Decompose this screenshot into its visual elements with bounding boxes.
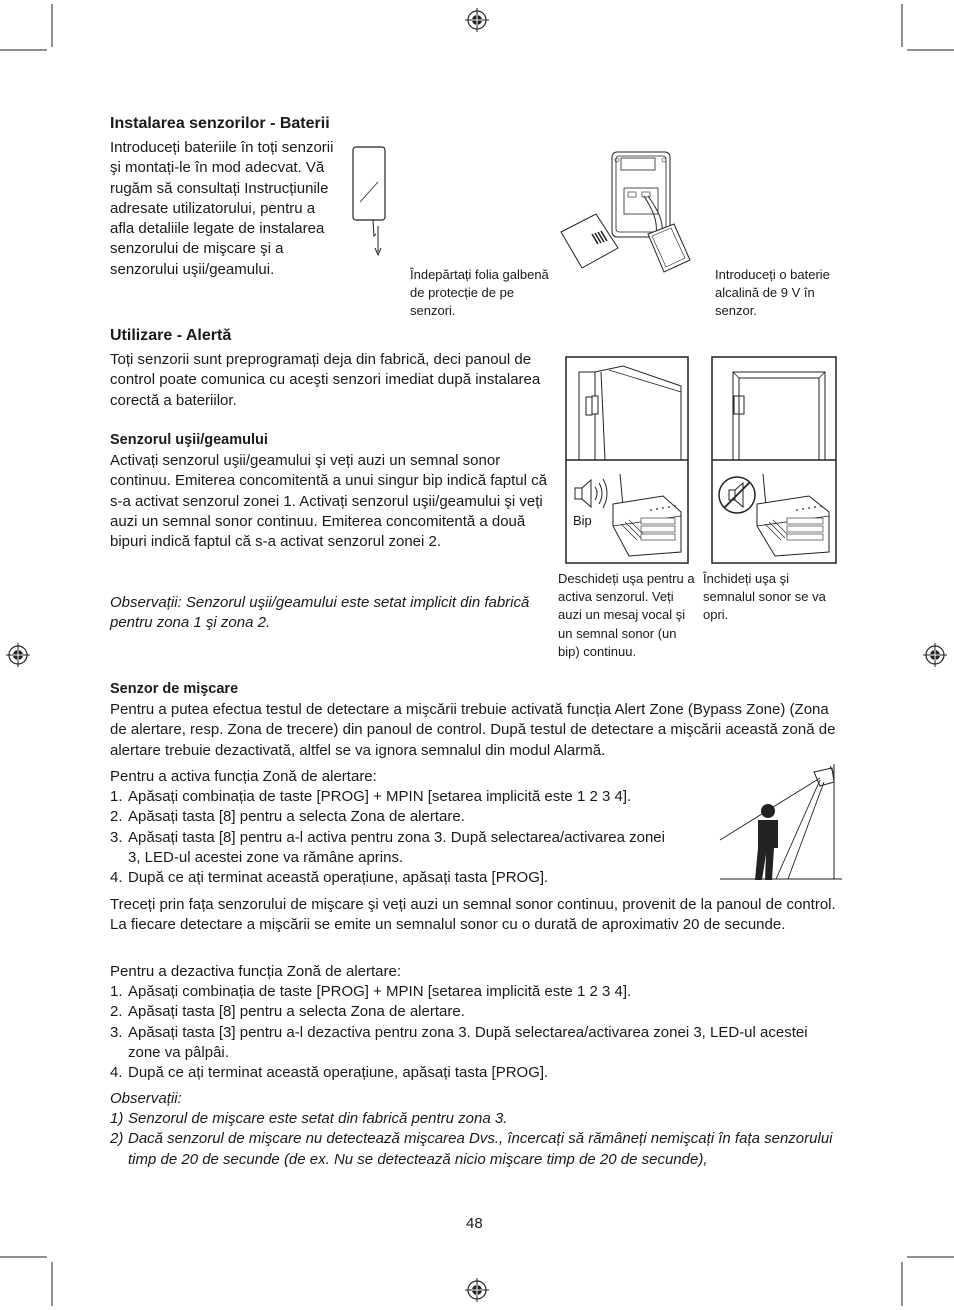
deactivate-title: Pentru a dezactiva funcția Zonă de alertare: (110, 963, 402, 980)
door-sensor-text: Activați senzorul uşii/geamului şi veți auzi un semnal sonor continuu. Emiterea concomitentă a unui singur bip indică faptul că s-a activat senzorul zonei 1. Activați senzorul uşii/geamului şi veți auzi un semnal sonor continuu. Emiterea concomitentă a două bipuri indică faptul că s-a activat senzorul zonei 2. (110, 452, 547, 551)
activate-step: 1. Apăsați combinația de taste [PROG] + MPIN [setarea implicită este 1 2 3 4]. (110, 788, 632, 805)
deactivate-step: 2. Apăsați tasta [8] pentru a selecta Zona de alertare. (110, 1003, 465, 1021)
beep-label: Bip (573, 513, 592, 528)
heading-motion-sensor: Senzor de mişcare (110, 681, 239, 697)
activate-step: 4. După ce ați terminat această operațiune, apăsați tasta [PROG]. (110, 869, 549, 887)
heading-alert: Utilizare - Alertă (110, 327, 232, 344)
registration-mark-bottom (465, 1278, 489, 1302)
alert-intro: Toți senzorii sunt preprogramați deja din fabrică, deci panoul de control poate comunica cu aceşti senzori imediat după instalarea corectă a bateriilor. (110, 351, 541, 409)
door-open-illustration (565, 356, 689, 564)
door-sensor-note: Observații: Senzorul uşii/geamului este setat implicit din fabrică pentru zona 1 şi zona 2. (110, 594, 530, 632)
activate-step: 3. Apăsați tasta [8] pentru a-l activa pentru zona 3. După selectarea/activarea zonei 3, LED-ul acestei zone va rămâne aprins. (110, 828, 665, 866)
activate-steps (110, 787, 680, 888)
caption-remove-foil: Îndepărtați folia galbenă de protecție de pe senzori. (410, 267, 549, 319)
deactivate-step: 4. După ce ați terminat această operațiune, apăsați tasta [PROG]. (110, 1064, 549, 1082)
caption-close-door: Închideți uşa şi semnalul sonor se va opri. (703, 571, 826, 623)
activate-title: Pentru a activa funcția Zonă de alertare: (110, 768, 377, 785)
notes-list (110, 1109, 845, 1170)
heading-batteries: Instalarea senzorilor - Baterii (110, 115, 330, 132)
door-closed-illustration (711, 356, 837, 564)
registration-mark-right (923, 643, 947, 667)
note-item: 1) Senzorul de mişcare este setat din fabrică pentru zona 3. (110, 1110, 508, 1127)
batteries-intro: Introduceți bateriile în toți senzorii şi montați-le în mod adecvat. Vă rugăm să consultați Instrucțiunile adresate utilizatorului, pentru a afla detaliile legate de instalarea senzorului de mişcare şi a senzorului uşii/geamului. (110, 139, 334, 278)
page-number: 48 (466, 1215, 483, 1232)
registration-mark-top (465, 8, 489, 32)
activate-step: 2. Apăsați tasta [8] pentru a selecta Zona de alertare. (110, 808, 465, 826)
deactivate-steps (110, 982, 810, 1083)
deactivate-step: 1. Apăsați combinația de taste [PROG] + MPIN [setarea implicită este 1 2 3 4]. (110, 983, 632, 1000)
motion-intro: Pentru a putea efectua testul de detectare a mişcării trebuie activată funcția Alert Zone (Bypass Zone) (Zona de alertare, resp. Zona de trecere) din panoul de control. După testul de detectare a mişcării această zonă de alertare trebuie dezactivată, altfel se va ignora semnalul din modul Alarmă. (110, 701, 836, 759)
caption-insert-battery: Introduceți o baterie alcalină de 9 V în senzor. (715, 267, 830, 319)
registration-mark-left (6, 643, 30, 667)
caption-open-door: Deschideți uşa pentru a activa senzorul. Veți auzi un mesaj vocal şi un semnal sonor (un bip) continuu. (558, 571, 695, 659)
heading-door-sensor: Senzorul uşii/geamului (110, 432, 268, 448)
note-item: 2) Dacă senzorul de mişcare nu detectează mişcarea Dvs., încercați să rămâneți nemişcați în fața senzorului timp de 20 de secunde (de ex. Nu se detectează nicio mişcare timp de 20 de secunde), (110, 1130, 833, 1168)
deactivate-step: 3. Apăsați tasta [3] pentru a-l dezactiva pentru zona 3. După selectarea/activarea zonei 3, LED-ul acestei zone va pâlpâi. (110, 1023, 808, 1061)
door-sensor-foil-illustration (352, 146, 392, 258)
notes-title: Observații: (110, 1090, 182, 1107)
motion-sensor-battery-illustration (558, 150, 698, 280)
motion-detection-illustration (716, 762, 846, 882)
walk-in-front-text: Treceți prin fața senzorului de mişcare şi veți auzi un semnal sonor continuu, provenit de la panoul de control. La fiecare detectare a mişcării se emite un semnalul sonor cu o durată de aproximativ 20 de secunde. (110, 896, 836, 934)
